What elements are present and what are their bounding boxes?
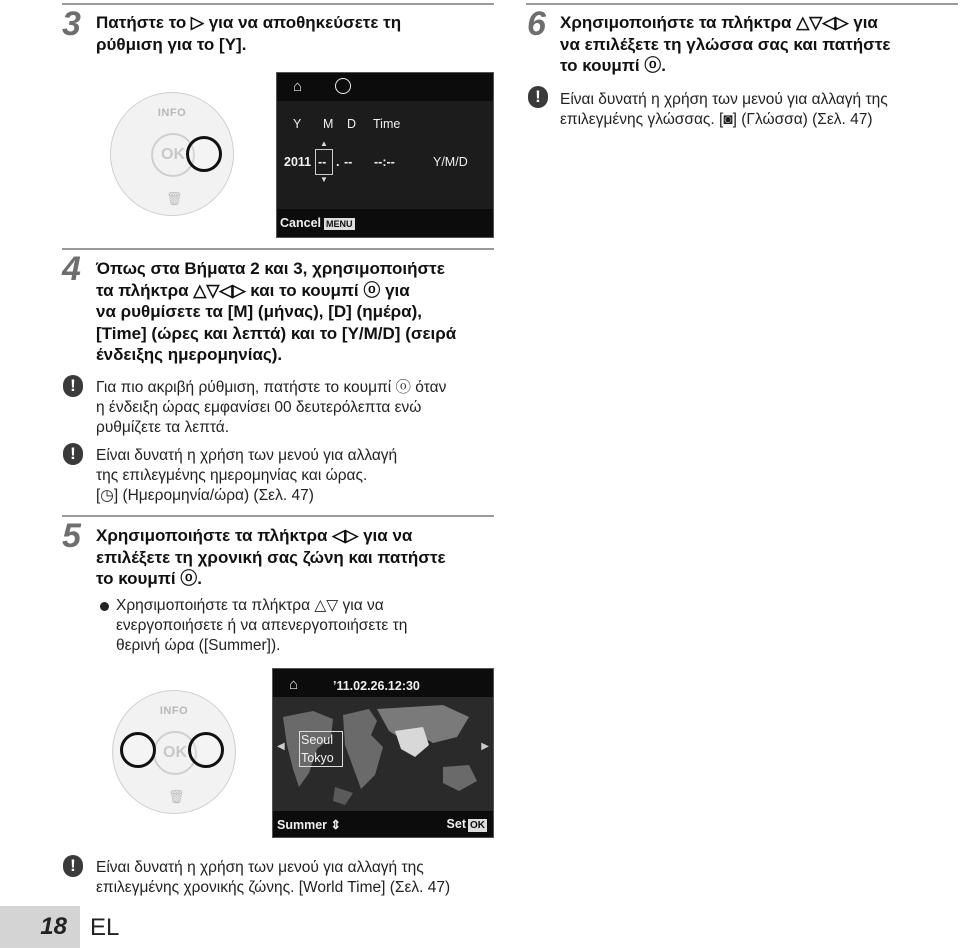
info-label: INFO bbox=[157, 107, 187, 119]
note1-line: η ένδειξη ώρας εμφανίσει 00 δευτερόλεπτα ενώ bbox=[96, 399, 422, 416]
trash-icon: 🗑 bbox=[168, 789, 185, 804]
left-arrow-icon: ◀ bbox=[277, 741, 285, 752]
city-seoul: Seoul bbox=[301, 733, 333, 747]
note6-warning-icon: ! bbox=[528, 86, 548, 108]
ok-key: OK bbox=[470, 820, 485, 831]
step6-text bbox=[560, 12, 956, 77]
info-label: INFO bbox=[159, 705, 189, 717]
up-arrow-icon: ▲ bbox=[320, 139, 328, 148]
home-icon: ⌂ bbox=[289, 676, 299, 693]
col-time: Time bbox=[373, 117, 401, 131]
note1-warning-icon: ! bbox=[63, 375, 83, 397]
time-value: --:-- bbox=[374, 155, 395, 169]
left-button-highlight bbox=[120, 732, 156, 768]
note2-line: [◷] (Ημερομηνία/ώρα) (Σελ. 47) bbox=[96, 487, 314, 504]
step5-line: επιλέξετε τη χρονική σας ζώνη και πατήστε bbox=[96, 547, 446, 567]
step4-rule bbox=[62, 248, 494, 250]
screen-footer bbox=[273, 811, 493, 837]
note1 bbox=[96, 378, 496, 438]
step6-line: Χρησιμοποιήστε τα πλήκτρα △▽◁▷ για bbox=[560, 13, 878, 32]
screen-header bbox=[277, 73, 493, 101]
world-time-screen bbox=[272, 668, 494, 838]
note6-line: επιλεγμένης γλώσσας. [◙] (Γλώσσα) (Σελ. 47) bbox=[560, 111, 873, 128]
step5-number: 5 bbox=[62, 517, 81, 555]
step3-rule bbox=[62, 3, 494, 5]
date-setting-screen bbox=[276, 72, 494, 238]
step6-line: να επιλέξετε τη γλώσσα σας και πατήστε bbox=[560, 34, 891, 54]
home-icon: ⌂ bbox=[293, 78, 303, 95]
date-order: Y/M/D bbox=[433, 155, 468, 169]
note1-line: Για πιο ακριβή ρύθμιση, πατήστε το κουμπί ⓞ όταν bbox=[96, 379, 447, 396]
bullet5-line: ενεργοποιήσετε ή να απενεργοποιήσετε τη bbox=[116, 617, 408, 634]
col-m: M bbox=[323, 117, 334, 131]
day-value: -- bbox=[344, 155, 353, 169]
right-button-highlight bbox=[188, 732, 224, 768]
step5-text bbox=[96, 525, 496, 590]
clock-icon bbox=[335, 78, 351, 94]
step3-heading-line1: Πατήστε το ▷ για να αποθηκεύσετε τη bbox=[96, 13, 402, 32]
step4-line: Όπως στα Βήματα 2 και 3, χρησιμοποιήστε bbox=[96, 259, 445, 278]
world-datetime: ’11.02.26.12:30 bbox=[333, 679, 420, 693]
step4-number: 4 bbox=[62, 250, 81, 288]
step4-text bbox=[96, 258, 496, 366]
summer-label bbox=[277, 817, 341, 832]
step3-heading bbox=[96, 12, 496, 55]
step5-rule bbox=[62, 515, 494, 517]
cancel-text: Cancel bbox=[280, 216, 321, 230]
step4-line: να ρυθμίσετε τα [M] (μήνας), [D] (ημέρα), bbox=[96, 302, 423, 321]
cancel-label bbox=[280, 216, 355, 230]
col-d: D bbox=[347, 117, 357, 131]
set-text: Set bbox=[446, 817, 466, 831]
note6 bbox=[560, 90, 956, 130]
step6-number: 6 bbox=[527, 5, 546, 43]
note3-line: επιλεγμένης χρονικής ζώνης. [World Time] (Σελ. 47) bbox=[96, 879, 451, 896]
note2 bbox=[96, 446, 496, 506]
down-arrow-icon: ▼ bbox=[320, 175, 328, 184]
note2-line: Είναι δυνατή η χρήση των μενού για αλλαγή bbox=[96, 447, 398, 464]
screen-footer bbox=[277, 209, 493, 237]
date-separator: . bbox=[336, 155, 340, 169]
year-value: 2011 bbox=[284, 155, 312, 169]
right-button-highlight bbox=[186, 136, 222, 172]
note3 bbox=[96, 858, 516, 898]
step5-line: το κουμπί ⓞ. bbox=[96, 569, 203, 588]
step6-line: το κουμπί ⓞ. bbox=[560, 56, 667, 75]
trash-icon: 🗑 bbox=[166, 191, 183, 206]
step4-line: τα πλήκτρα △▽◁▷ και το κουμπί ⓞ για bbox=[96, 280, 410, 300]
note3-line: Είναι δυνατή η χρήση των μενού για αλλαγή της bbox=[96, 859, 424, 876]
col-y: Y bbox=[293, 117, 302, 131]
month-value: -- bbox=[318, 155, 327, 169]
bullet-dot bbox=[100, 602, 109, 611]
up-down-icon: ⇕ bbox=[330, 818, 341, 832]
ok-button-graphic: OK bbox=[151, 133, 195, 177]
set-label bbox=[447, 817, 487, 832]
city-tokyo: Tokyo bbox=[301, 751, 334, 765]
summer-text: Summer bbox=[277, 818, 328, 832]
step3-heading-line2: ρύθμιση για το [Y]. bbox=[96, 34, 247, 54]
page-number: 18 bbox=[0, 906, 80, 948]
note2-warning-icon: ! bbox=[63, 443, 83, 465]
bullet5-line: Χρησιμοποιήστε τα πλήκτρα △▽ για να bbox=[116, 597, 384, 614]
menu-key: MENU bbox=[326, 218, 353, 229]
step3-number: 3 bbox=[62, 5, 81, 43]
step5-line: Χρησιμοποιήστε τα πλήκτρα ◁▷ για να bbox=[96, 526, 413, 545]
note1-line: ρυθμίζετε τα λεπτά. bbox=[96, 419, 230, 436]
ok-button-graphic: OK bbox=[153, 731, 197, 775]
step4-line: [Time] (ώρες και λεπτά) και το [Y/M/D] (σειρά bbox=[96, 323, 457, 343]
note3-warning-icon: ! bbox=[63, 855, 83, 877]
step4-line: ένδειξης ημερομηνίας). bbox=[96, 345, 283, 364]
bullet5-line: θερινή ώρα ([Summer]). bbox=[116, 637, 281, 654]
step6-rule bbox=[526, 3, 958, 5]
note2-line: της επιλεγμένης ημερομηνίας και ώρας. bbox=[96, 467, 368, 484]
bullet5 bbox=[116, 596, 496, 656]
right-arrow-icon: ▶ bbox=[481, 741, 489, 752]
language-code: EL bbox=[90, 914, 120, 941]
note6-line: Είναι δυνατή η χρήση των μενού για αλλαγή της bbox=[560, 91, 888, 108]
